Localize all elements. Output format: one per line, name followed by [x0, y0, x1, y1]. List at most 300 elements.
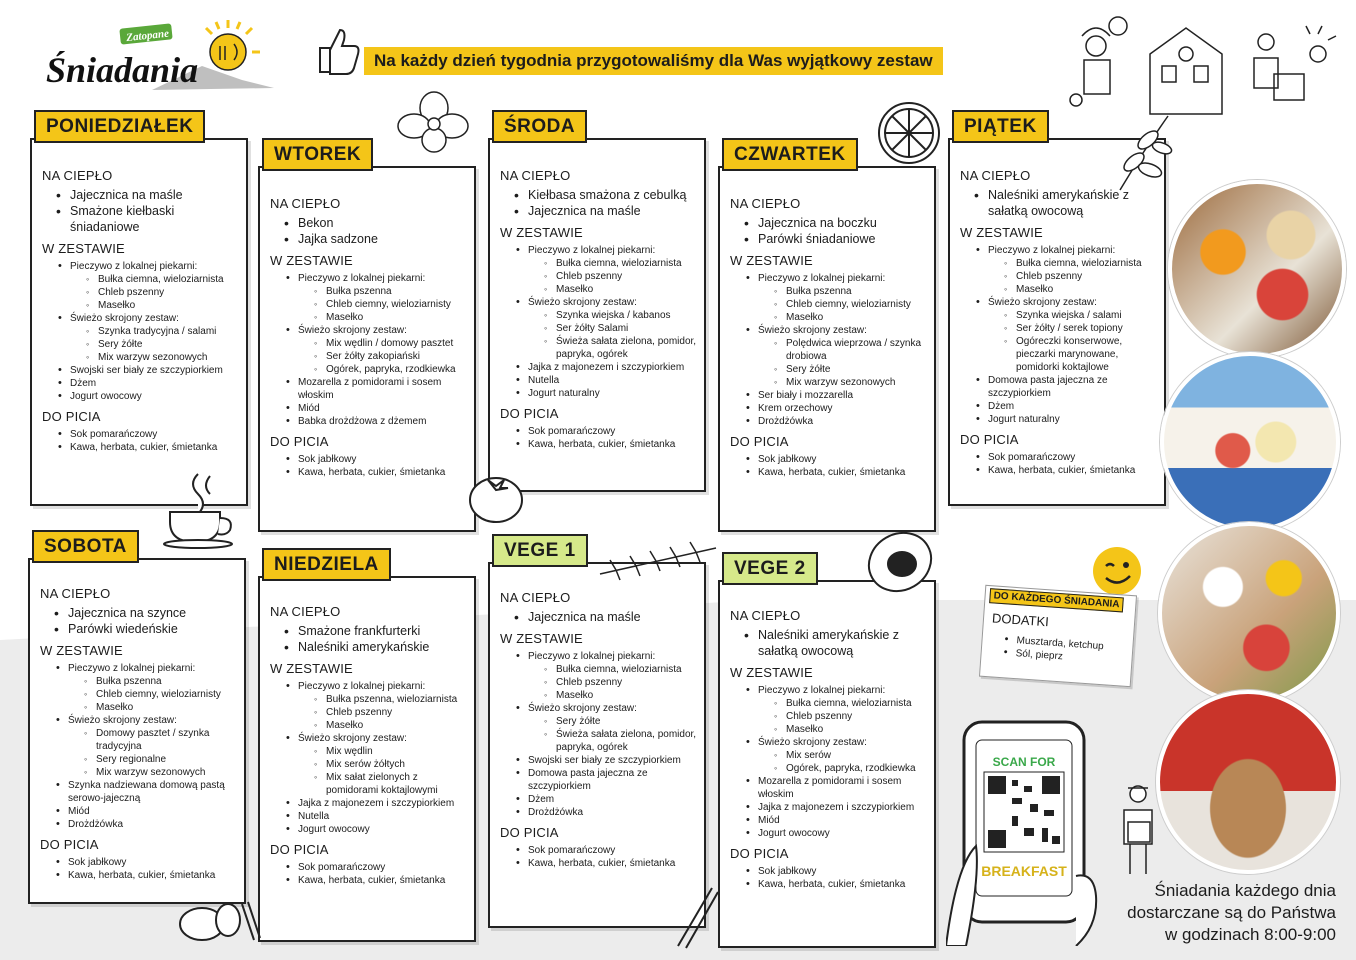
sub-list — [988, 257, 1158, 296]
list-item-text: Pieczywo z lokalnej piekarni: — [988, 245, 1116, 256]
list-item-text: Świeżo skrojony zestaw: — [758, 737, 867, 748]
list-item-text: Jajka z majonezem i szczypiorkiem — [758, 802, 915, 813]
day-card-sunday — [258, 576, 476, 942]
rosemary-icon — [596, 538, 720, 587]
list-item-text: Pieczywo z lokalnej piekarni: — [70, 261, 198, 272]
list-item-text: Miód — [68, 806, 90, 817]
list-item — [730, 389, 928, 402]
list-item: • Jajecznica na szynce — [40, 605, 238, 621]
sub-list-item: ◦ Chleb pszenny — [988, 270, 1158, 283]
sub-list-item: ◦ Mix warzyw sezonowych — [758, 376, 928, 389]
section-drink: DO PICIA — [42, 409, 101, 424]
day-card-tuesday — [258, 166, 476, 532]
sub-list-item: ◦ Mix wędlin / domowy pasztet — [298, 337, 468, 350]
section-set: W ZESTAWIE — [270, 661, 353, 676]
sub-list-item: ◦ Szynka tradycyjna / salami — [70, 325, 240, 338]
sub-list — [70, 273, 240, 312]
sub-list-item: ◦ Chleb ciemny, wieloziarnisty — [758, 298, 928, 311]
day-card-wednesday — [488, 138, 706, 492]
list-item-text: Domowa pasta jajeczna ze szczypiorkiem — [528, 768, 648, 792]
list-item — [730, 736, 928, 775]
sub-list-item: ◦ Bułka ciemna, wieloziarnista — [528, 257, 698, 270]
section-hot: NA CIEPŁO — [270, 196, 341, 211]
brand-small: Zatopane — [125, 27, 170, 45]
sub-list-item: ◦ Bułka ciemna, wieloziarnista — [758, 697, 928, 710]
hot-list — [730, 215, 928, 247]
list-item — [730, 827, 928, 840]
list-item: • Kiełbasa smażona z cebulką — [500, 187, 698, 203]
list-item — [730, 775, 928, 801]
sub-list-item: ◦ Ogórek, papryka, rzodkiewka — [298, 363, 468, 376]
day-tag-vege-1: VEGE 1 — [492, 534, 588, 567]
list-item — [960, 296, 1158, 374]
set-list — [730, 684, 928, 840]
sub-list — [298, 285, 468, 324]
list-item-text: Świeżo skrojony zestaw: — [528, 297, 637, 308]
section-set: W ZESTAWIE — [270, 253, 353, 268]
sub-list — [528, 715, 698, 754]
day-card-thursday — [718, 166, 936, 532]
breadstick-icon — [672, 884, 722, 955]
list-item-text: Jogurt naturalny — [528, 388, 600, 399]
sub-list — [758, 285, 928, 324]
list-item: • Kawa, herbata, cukier, śmietanka — [500, 857, 698, 870]
list-item — [500, 361, 698, 374]
sub-list-item: ◦ Masełko — [758, 723, 928, 736]
day-tag-thursday: CZWARTEK — [722, 138, 858, 171]
list-item — [42, 312, 240, 364]
section-hot: NA CIEPŁO — [40, 586, 111, 601]
list-item — [270, 415, 468, 428]
list-item-text: Jogurt naturalny — [988, 414, 1060, 425]
sub-list-item: ◦ Mix warzyw sezonowych — [68, 766, 238, 779]
sub-list-item: ◦ Masełko — [988, 283, 1158, 296]
sub-list-item: ◦ Chleb ciemny, wieloziarnisty — [298, 298, 468, 311]
list-item-text: Babka drożdżowa z dżemem — [298, 416, 427, 427]
sunday-content — [270, 598, 468, 887]
list-item — [270, 272, 468, 324]
sub-list-item: ◦ Ser żółty / serek topiony — [988, 322, 1158, 335]
sub-list — [298, 745, 468, 797]
drink-list — [500, 844, 698, 870]
list-item — [270, 680, 468, 732]
list-item-text: Pieczywo z lokalnej piekarni: — [758, 685, 886, 696]
list-item: • Jajka sadzone — [270, 231, 468, 247]
sub-list — [528, 257, 698, 296]
list-item — [270, 732, 468, 797]
section-hot: NA CIEPŁO — [270, 604, 341, 619]
list-item — [500, 650, 698, 702]
sub-list — [298, 693, 468, 732]
list-item: • Sok jabłkowy — [270, 453, 468, 466]
sub-list-item: ◦ Sery regionalne — [68, 753, 238, 766]
section-drink: DO PICIA — [270, 842, 329, 857]
list-item: • Sok jabłkowy — [730, 865, 928, 878]
list-item-text: Jogurt owocowy — [758, 828, 830, 839]
list-item-text: Dżem — [528, 794, 555, 805]
list-item: • Kawa, herbata, cukier, śmietanka — [270, 466, 468, 479]
list-item-text: Krem orzechowy — [758, 403, 833, 414]
list-item — [40, 779, 238, 805]
day-tag-sunday: NIEDZIELA — [262, 548, 391, 581]
list-item — [730, 814, 928, 827]
list-item-text: Jogurt owocowy — [298, 824, 370, 835]
list-item — [270, 810, 468, 823]
section-set: W ZESTAWIE — [42, 241, 125, 256]
list-item-text: Jajka z majonezem i szczypiorkiem — [298, 798, 455, 809]
section-drink: DO PICIA — [730, 846, 789, 861]
list-item-text: Drożdżówka — [68, 819, 124, 830]
section-drink: DO PICIA — [960, 432, 1019, 447]
sub-list — [70, 325, 240, 364]
sub-list-item: ◦ Mix serów — [758, 749, 928, 762]
sub-list-item: ◦ Polędwica wieprzowa / szynka drobiowa — [758, 337, 928, 363]
sub-list — [68, 675, 238, 714]
section-hot: NA CIEPŁO — [960, 168, 1031, 183]
sub-list-item: ◦ Masełko — [68, 701, 238, 714]
list-item — [730, 801, 928, 814]
list-item — [42, 390, 240, 403]
list-item-text: Miód — [758, 815, 780, 826]
list-item-text: Jogurt owocowy — [70, 391, 142, 402]
monday-content — [42, 162, 240, 454]
sub-list-item: ◦ Ogórek, papryka, rzodkiewka — [758, 762, 928, 775]
list-item: • Jajecznica na maśle — [500, 203, 698, 219]
sub-list-item: ◦ Mix warzyw sezonowych — [70, 351, 240, 364]
section-drink: DO PICIA — [270, 434, 329, 449]
hot-list — [270, 215, 468, 247]
tuesday-content — [270, 190, 468, 479]
list-item-text: Świeżo skrojony zestaw: — [68, 715, 177, 726]
sub-list-item: ◦ Masełko — [298, 719, 468, 732]
drink-list — [270, 453, 468, 479]
sun-icon — [206, 20, 260, 70]
sub-list-item: ◦ Ogóreczki konserwowe, pieczarki marynowane, pomidorki koktajlowe — [988, 335, 1158, 374]
day-tag-friday: PIĄTEK — [952, 110, 1049, 143]
sub-list-item: ◦ Bułka pszenna — [68, 675, 238, 688]
section-hot: NA CIEPŁO — [730, 196, 801, 211]
sub-list-item: ◦ Chleb pszenny — [528, 270, 698, 283]
sub-list-item: ◦ Sery żółte — [70, 338, 240, 351]
list-item — [270, 797, 468, 810]
sub-list-item: ◦ Bułka ciemna, wieloziarnista — [70, 273, 240, 286]
list-item-text: Swojski ser biały ze szczypiorkiem — [528, 755, 681, 766]
section-drink: DO PICIA — [730, 434, 789, 449]
drink-list — [42, 428, 240, 454]
list-item: • Kawa, herbata, cukier, śmietanka — [730, 878, 928, 891]
wednesday-content — [500, 162, 698, 451]
section-hot: NA CIEPŁO — [500, 168, 571, 183]
day-card-monday — [30, 138, 248, 506]
thumbs-up-icon — [318, 26, 362, 83]
sub-list — [758, 749, 928, 775]
list-item: • Sok pomarańczowy — [500, 425, 698, 438]
sub-list — [528, 663, 698, 702]
sub-list-item: ◦ Masełko — [298, 311, 468, 324]
list-item: • Kawa, herbata, cukier, śmietanka — [42, 441, 240, 454]
list-item — [500, 806, 698, 819]
sub-list — [298, 337, 468, 376]
list-item-text: Pieczywo z lokalnej piekarni: — [528, 245, 656, 256]
list-item — [500, 296, 698, 361]
list-item-text: Ser biały i mozzarella — [758, 390, 854, 401]
hot-list — [730, 627, 928, 659]
day-tag-wednesday: ŚRODA — [492, 110, 587, 143]
sub-list-item: ◦ Masełko — [70, 299, 240, 312]
sub-list — [758, 337, 928, 389]
day-card-saturday — [28, 558, 246, 904]
sub-list-item: ◦ Bułka pszenna — [758, 285, 928, 298]
section-set: W ZESTAWIE — [40, 643, 123, 658]
vege-1-content — [500, 584, 698, 870]
hot-list — [40, 605, 238, 637]
list-item: • Jajecznica na boczku — [730, 215, 928, 231]
day-tag-monday: PONIEDZIAŁEK — [34, 110, 205, 143]
list-item: • Sok pomarańczowy — [42, 428, 240, 441]
set-list — [40, 662, 238, 831]
day-card-vege-2 — [718, 580, 936, 948]
list-item — [42, 377, 240, 390]
list-item-text: Świeżo skrojony zestaw: — [528, 703, 637, 714]
section-set: W ZESTAWIE — [500, 225, 583, 240]
photo-breakfast-2 — [1160, 352, 1340, 532]
list-item — [500, 374, 698, 387]
sub-list-item: ◦ Mix sałat zielonych z pomidorami koktajlowymi — [298, 771, 468, 797]
list-item-text: Świeżo skrojony zestaw: — [988, 297, 1097, 308]
tomato-icon — [466, 470, 526, 531]
list-item-text: Świeżo skrojony zestaw: — [758, 325, 867, 336]
list-item: • Sok jabłkowy — [40, 856, 238, 869]
sub-list-item: ◦ Domowy pasztet / szynka tradycyjna — [68, 727, 238, 753]
day-tag-vege-2: VEGE 2 — [722, 552, 818, 585]
sub-list-item: ◦ Bułka pszenna, wieloziarnista — [298, 693, 468, 706]
qr-code-icon — [984, 772, 1064, 852]
drink-list — [270, 861, 468, 887]
sub-list-item: ◦ Bułka pszenna — [298, 285, 468, 298]
hot-list — [500, 187, 698, 219]
drink-list — [960, 451, 1158, 477]
list-item — [40, 662, 238, 714]
set-list — [270, 272, 468, 428]
sub-list-item: ◦ Bułka ciemna, wieloziarnista — [988, 257, 1158, 270]
list-item-text: Pieczywo z lokalnej piekarni: — [298, 273, 426, 284]
sub-list-item: ◦ Świeża sałata zielona, pomidor, papryka, ogórek — [528, 728, 698, 754]
list-item: • Smażone kiełbaski śniadaniowe — [42, 203, 240, 235]
list-item: • Parówki wiedeńskie — [40, 621, 238, 637]
list-item — [40, 805, 238, 818]
list-item — [500, 793, 698, 806]
qr-scan-for: SCAN FOR — [992, 755, 1056, 769]
list-item-text: Nutella — [298, 811, 330, 822]
sub-list-item: ◦ Szynka wiejska / kabanos — [528, 309, 698, 322]
logo — [42, 14, 282, 98]
delivery-info — [1100, 880, 1336, 946]
eggs-icon — [172, 894, 262, 949]
list-item — [500, 702, 698, 754]
sub-list-item: ◦ Mix wędlin — [298, 745, 468, 758]
list-item — [270, 324, 468, 376]
friday-content — [960, 162, 1158, 477]
qr-breakfast: BREAKFAST — [981, 863, 1067, 879]
people-illustration-icon — [1058, 14, 1348, 129]
list-item — [42, 260, 240, 312]
coffee-cup-icon — [162, 470, 252, 555]
list-item-text: Dżem — [988, 401, 1015, 412]
hot-list — [500, 609, 698, 625]
list-item: • Parówki śniadaniowe — [730, 231, 928, 247]
addons-tag: DO KAŻDEGO ŚNIADANIA — [989, 588, 1124, 612]
addons-list — [987, 632, 1104, 666]
list-item — [730, 684, 928, 736]
sub-list — [68, 727, 238, 779]
list-item: • Sok jabłkowy — [730, 453, 928, 466]
list-item-text: Drożdżówka — [758, 416, 814, 427]
section-set: W ZESTAWIE — [730, 665, 813, 680]
herb-leaf-icon — [1114, 110, 1174, 201]
avocado-icon — [862, 526, 938, 601]
sub-list-item: ◦ Chleb ciemny, wieloziarnisty — [68, 688, 238, 701]
list-item — [960, 244, 1158, 296]
drink-list — [730, 865, 928, 891]
vege-2-content — [730, 602, 928, 891]
list-item: • Kawa, herbata, cukier, śmietanka — [40, 869, 238, 882]
section-set: W ZESTAWIE — [960, 225, 1043, 240]
list-item: • Smażone frankfurterki — [270, 623, 468, 639]
list-item: • Jajecznica na maśle — [42, 187, 240, 203]
list-item: • Musztarda, ketchup — [988, 632, 1104, 653]
drink-list — [500, 425, 698, 451]
sub-list-item: ◦ Chleb pszenny — [758, 710, 928, 723]
list-item-text: Swojski ser biały ze szczypiorkiem — [70, 365, 223, 376]
list-item-text: Drożdżówka — [528, 807, 584, 818]
set-list — [500, 650, 698, 819]
sub-list-item: ◦ Szynka wiejska / salami — [988, 309, 1158, 322]
section-hot: NA CIEPŁO — [42, 168, 113, 183]
list-item-text: Pieczywo z lokalnej piekarni: — [68, 663, 196, 674]
saturday-content — [40, 580, 238, 882]
delivery-line-2: dostarczane są do Państwa — [1127, 903, 1336, 922]
list-item: • Sok pomarańczowy — [960, 451, 1158, 464]
list-item: • Bekon — [270, 215, 468, 231]
qr-phone-illustration — [946, 716, 1106, 951]
section-set: W ZESTAWIE — [730, 253, 813, 268]
list-item-text: Dżem — [70, 378, 97, 389]
list-item — [500, 244, 698, 296]
list-item — [730, 402, 928, 415]
sub-list — [758, 697, 928, 736]
list-item — [40, 714, 238, 779]
list-item — [960, 413, 1158, 426]
section-hot: NA CIEPŁO — [500, 590, 571, 605]
delivery-person-icon — [1114, 780, 1162, 885]
day-tag-tuesday: WTOREK — [262, 138, 373, 171]
list-item-text: Mozarella z pomidorami i sosem włoskim — [298, 377, 442, 401]
list-item — [730, 272, 928, 324]
hot-list — [270, 623, 468, 655]
sub-list-item: ◦ Chleb pszenny — [298, 706, 468, 719]
delivery-line-3: w godzinach 8:00-9:00 — [1164, 925, 1336, 944]
sub-list-item: ◦ Świeża sałata zielona, pomidor, papryka, ogórek — [528, 335, 698, 361]
list-item-text: Szynka nadziewana domową pastą serowo-jajeczną — [68, 780, 225, 804]
list-item: • Naleśniki amerykańskie — [270, 639, 468, 655]
sub-list-item: ◦ Bułka ciemna, wieloziarnista — [528, 663, 698, 676]
list-item-text: Domowa pasta jajeczna ze szczypiorkiem — [988, 375, 1108, 399]
photo-breakfast-3 — [1158, 522, 1340, 704]
addons-card — [979, 585, 1137, 687]
list-item — [270, 402, 468, 415]
sub-list-item: ◦ Ser żółty zakopiański — [298, 350, 468, 363]
list-item: • Jajecznica na maśle — [500, 609, 698, 625]
set-list — [270, 680, 468, 836]
drink-list — [730, 453, 928, 479]
list-item-text: Pieczywo z lokalnej piekarni: — [298, 681, 426, 692]
list-item-text: Mozarella z pomidorami i sosem włoskim — [758, 776, 902, 800]
drink-list — [40, 856, 238, 882]
flower-icon — [396, 90, 472, 161]
section-drink: DO PICIA — [40, 837, 99, 852]
addons-title: DODATKI — [991, 610, 1050, 630]
list-item-text: Świeżo skrojony zestaw: — [70, 313, 179, 324]
day-tag-saturday: SOBOTA — [32, 530, 139, 563]
lemon-slice-icon — [876, 100, 942, 171]
section-hot: NA CIEPŁO — [730, 608, 801, 623]
set-list — [960, 244, 1158, 426]
list-item-text: Świeżo skrojony zestaw: — [298, 733, 407, 744]
hot-list — [42, 187, 240, 235]
list-item — [730, 324, 928, 389]
section-set: W ZESTAWIE — [500, 631, 583, 646]
list-item: • Naleśniki amerykańskie z sałatką owocową — [730, 627, 928, 659]
list-item — [960, 374, 1158, 400]
day-card-vege-1 — [488, 562, 706, 928]
list-item-text: Pieczywo z lokalnej piekarni: — [528, 651, 656, 662]
set-list — [500, 244, 698, 400]
sub-list-item: ◦ Masełko — [528, 689, 698, 702]
list-item — [40, 818, 238, 831]
sub-list-item: ◦ Sery żółte — [758, 363, 928, 376]
sub-list-item: ◦ Chleb pszenny — [528, 676, 698, 689]
sub-list-item: ◦ Mix serów żółtych — [298, 758, 468, 771]
list-item-text: Pieczywo z lokalnej piekarni: — [758, 273, 886, 284]
list-item-text: Nutella — [528, 375, 560, 386]
sub-list-item: ◦ Sery żółte — [528, 715, 698, 728]
sub-list-item: ◦ Masełko — [758, 311, 928, 324]
thursday-content — [730, 190, 928, 479]
list-item — [730, 415, 928, 428]
sub-list-item: ◦ Ser żółty Salami — [528, 322, 698, 335]
list-item: • Kawa, herbata, cukier, śmietanka — [500, 438, 698, 451]
list-item — [500, 767, 698, 793]
list-item-text: Świeżo skrojony zestaw: — [298, 325, 407, 336]
list-item-text: Jajka z majonezem i szczypiorkiem — [528, 362, 685, 373]
list-item — [42, 364, 240, 377]
sub-list — [988, 309, 1158, 374]
list-item-text: Miód — [298, 403, 320, 414]
list-item — [500, 754, 698, 767]
section-drink: DO PICIA — [500, 406, 559, 421]
brand-script: Śniadania — [46, 50, 199, 90]
sub-list-item: ◦ Chleb pszenny — [70, 286, 240, 299]
list-item: • Naleśniki amerykańskie z sałatką owocową — [960, 187, 1158, 219]
list-item — [270, 376, 468, 402]
list-item: • Sól, pieprz — [987, 645, 1103, 666]
photo-breakfast-1 — [1168, 180, 1346, 358]
list-item — [270, 823, 468, 836]
section-drink: DO PICIA — [500, 825, 559, 840]
list-item: • Kawa, herbata, cukier, śmietanka — [730, 466, 928, 479]
set-list — [730, 272, 928, 428]
sub-list-item: ◦ Masełko — [528, 283, 698, 296]
